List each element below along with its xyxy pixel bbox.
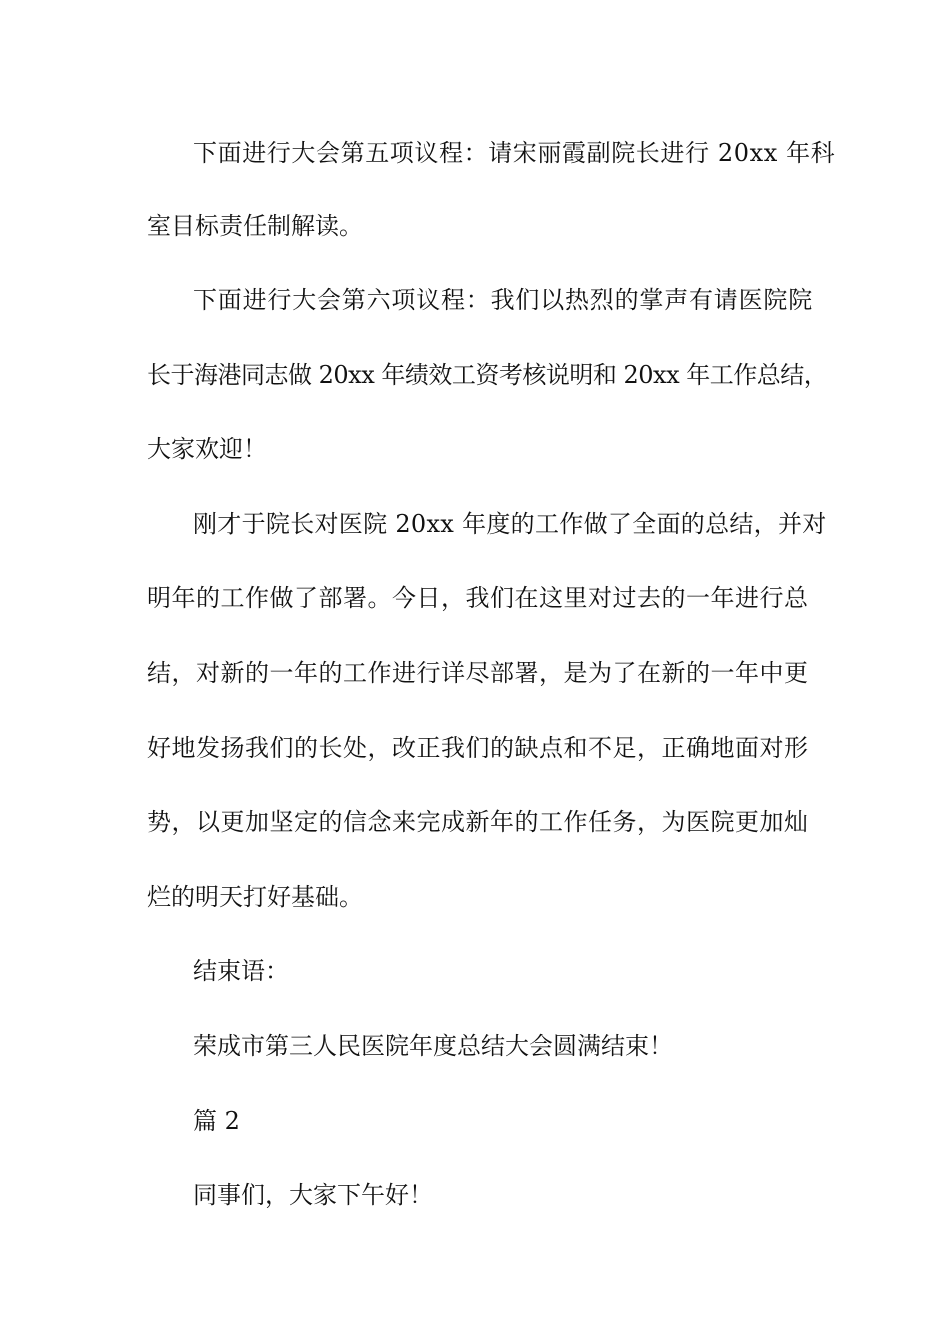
paragraph-2-line-1: 下面进行大会第六项议程：我们以热烈的掌声有请医院院	[193, 286, 813, 314]
closing-heading: 结束语：	[193, 957, 289, 985]
greeting: 同事们，大家下午好！	[193, 1181, 433, 1209]
paragraph-3-line-3: 结，对新的一年的工作进行详尽部署，是为了在新的一年中更	[147, 659, 809, 687]
paragraph-3-line-6: 烂的明天打好基础。	[147, 883, 363, 911]
section-heading: 篇 2	[193, 1107, 240, 1135]
paragraph-3-line-1: 刚才于院长对医院 20xx 年度的工作做了全面的总结，并对	[193, 510, 827, 538]
paragraph-2-line-3: 大家欢迎！	[147, 435, 267, 463]
paragraph-3-line-5: 势，以更加坚定的信念来完成新年的工作任务，为医院更加灿	[147, 808, 809, 836]
paragraph-2-line-2: 长于海港同志做 20xx 年绩效工资考核说明和 20xx 年工作总结，	[147, 361, 828, 389]
closing-statement: 荣成市第三人民医院年度总结大会圆满结束！	[193, 1032, 673, 1060]
paragraph-3-line-2: 明年的工作做了部署。今日，我们在这里对过去的一年进行总	[147, 584, 809, 612]
paragraph-1-line-1: 下面进行大会第五项议程：请宋丽霞副院长进行 20xx 年科	[193, 139, 836, 167]
paragraph-1-line-2: 室目标责任制解读。	[147, 212, 363, 240]
paragraph-3-line-4: 好地发扬我们的长处，改正我们的缺点和不足，正确地面对形	[147, 734, 809, 762]
